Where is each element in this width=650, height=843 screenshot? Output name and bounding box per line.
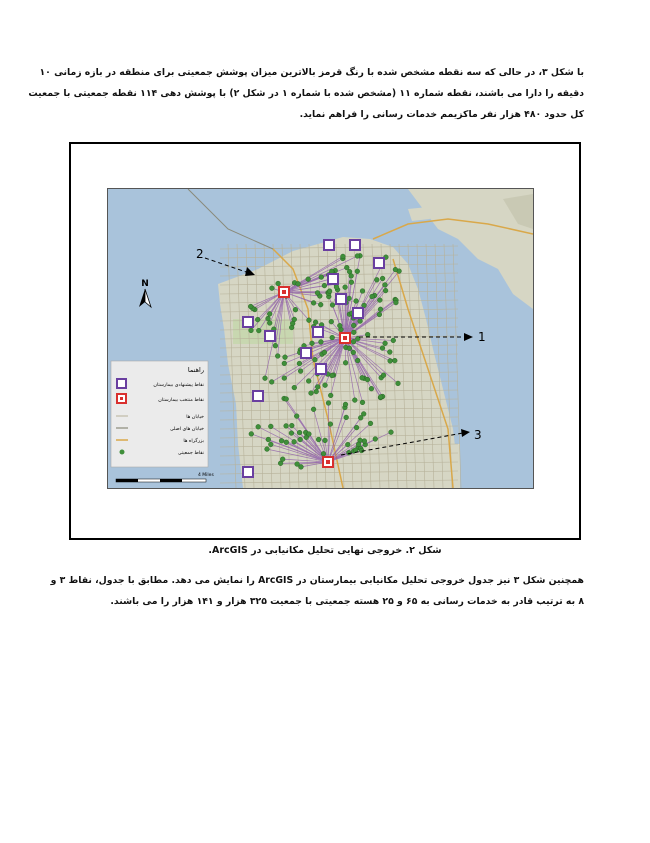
- population-point: [347, 269, 352, 274]
- legend: [111, 361, 208, 467]
- legend-item-selected: نقاط منتخب بیمارستان: [158, 398, 204, 403]
- callout-2: 2: [196, 247, 204, 261]
- population-point: [313, 357, 318, 362]
- population-point: [298, 369, 303, 374]
- population-point: [388, 359, 393, 364]
- population-point: [266, 316, 271, 321]
- population-point: [282, 361, 287, 366]
- population-point: [294, 414, 299, 419]
- population-point: [347, 296, 352, 301]
- population-point: [351, 330, 356, 335]
- population-point: [266, 437, 271, 442]
- callout-3: 3: [474, 428, 482, 442]
- population-point: [326, 401, 331, 406]
- population-point: [377, 312, 382, 317]
- population-point: [263, 376, 268, 381]
- candidate-hospital-marker: [301, 348, 311, 358]
- population-point: [365, 377, 370, 382]
- population-point: [256, 424, 261, 429]
- population-point: [297, 430, 302, 435]
- population-point: [268, 424, 273, 429]
- population-point: [351, 339, 356, 344]
- callout-1: 1: [478, 330, 486, 344]
- population-point: [354, 299, 359, 304]
- population-point: [343, 402, 348, 407]
- population-point: [330, 335, 335, 340]
- population-point: [311, 301, 316, 306]
- candidate-hospital-marker: [316, 364, 326, 374]
- candidate-hospital-marker: [336, 294, 346, 304]
- population-point: [337, 323, 342, 328]
- population-point: [311, 407, 316, 412]
- population-point: [255, 317, 260, 322]
- population-point: [380, 346, 385, 351]
- population-point: [353, 448, 358, 453]
- population-point: [316, 437, 321, 442]
- population-point: [269, 380, 274, 385]
- population-point: [362, 439, 367, 444]
- population-point: [328, 422, 333, 427]
- candidate-hospital-marker: [243, 467, 253, 477]
- population-point: [284, 397, 289, 402]
- population-point: [394, 300, 399, 305]
- population-point: [296, 281, 301, 286]
- scale-label: 4 Miles: [198, 473, 214, 478]
- population-point: [268, 442, 273, 447]
- population-point: [309, 391, 314, 396]
- population-point: [265, 447, 270, 452]
- population-point: [389, 430, 394, 435]
- population-point: [359, 448, 364, 453]
- candidate-hospital-marker: [328, 274, 338, 284]
- candidate-hospital-marker: [243, 317, 253, 327]
- intro-line-1: با شکل ۳، در حالی که سه نقطه مشخص شده با رنگ قرمز بالاترین میزان پوشش جمعیتی برای منطقه در بازه زمانی ۱۰: [39, 67, 584, 78]
- population-point: [319, 340, 324, 345]
- population-point: [293, 307, 298, 312]
- legend-candidate-symbol: [117, 379, 126, 388]
- population-point: [284, 440, 289, 445]
- closing-line-1: همچنین شکل ۳ نیز جدول خروجی تحلیل مکانیابی بیمارستان در ArcGIS را نمایش می دهد. مطابق با جدول، نقاط ۳ و: [50, 575, 584, 586]
- population-point: [283, 355, 288, 360]
- population-point: [383, 283, 388, 288]
- population-point: [249, 432, 254, 437]
- population-point: [355, 254, 360, 259]
- population-point: [295, 462, 300, 467]
- population-point: [334, 285, 339, 290]
- population-point: [360, 375, 365, 380]
- population-point: [343, 360, 348, 365]
- population-point: [355, 336, 360, 341]
- population-point: [387, 350, 392, 355]
- legend-item-streets: خیابان ها: [186, 415, 204, 420]
- population-point: [358, 415, 363, 420]
- population-point: [298, 437, 303, 442]
- population-point: [256, 328, 261, 333]
- population-point: [343, 285, 348, 290]
- population-point: [307, 318, 312, 323]
- legend-item-highways: بزرگراه ها: [183, 439, 204, 444]
- population-point: [377, 298, 382, 303]
- population-point: [318, 302, 323, 307]
- population-point: [349, 280, 354, 285]
- intro-line-3: کل حدود ۴۸۰ هزار نفر ماکزیمم خدمات رسانی را فراهم نماید.: [299, 109, 584, 120]
- population-point: [292, 385, 297, 390]
- population-point: [354, 425, 359, 430]
- population-point: [319, 275, 324, 280]
- population-point: [360, 289, 365, 294]
- intro-paragraph: [28, 62, 584, 125]
- population-point: [275, 354, 280, 359]
- population-point: [392, 358, 397, 363]
- population-point: [315, 385, 320, 390]
- population-point: [282, 376, 287, 381]
- population-point: [381, 373, 386, 378]
- population-point: [314, 389, 319, 394]
- population-point: [378, 395, 383, 400]
- north-label: N: [141, 279, 149, 289]
- population-point: [323, 383, 328, 388]
- legend-item-population: نقاط جمعیتی: [177, 451, 204, 456]
- population-point: [365, 332, 370, 337]
- candidate-hospital-marker: [253, 391, 263, 401]
- population-point: [355, 358, 360, 363]
- population-point: [373, 437, 378, 442]
- candidate-hospital-marker: [265, 331, 275, 341]
- population-point: [347, 346, 352, 351]
- population-point: [322, 350, 327, 355]
- population-point: [383, 341, 388, 346]
- population-point: [396, 381, 401, 386]
- population-point: [292, 439, 297, 444]
- population-point: [267, 321, 272, 326]
- population-point: [370, 294, 375, 299]
- population-point: [306, 277, 311, 282]
- population-point: [347, 450, 352, 455]
- candidate-hospital-marker: [353, 308, 363, 318]
- population-point: [273, 343, 278, 348]
- population-point: [330, 373, 335, 378]
- population-point: [330, 303, 335, 308]
- population-point: [345, 442, 350, 447]
- population-point: [323, 438, 328, 443]
- population-point: [358, 319, 363, 324]
- population-point: [352, 398, 357, 403]
- gis-map: [107, 188, 534, 489]
- population-point: [280, 457, 285, 462]
- candidate-hospital-marker: [313, 327, 323, 337]
- population-point: [341, 254, 346, 259]
- legend-item-main-streets: خیابان های اصلی: [170, 427, 204, 432]
- population-point: [249, 328, 254, 333]
- population-point: [279, 438, 284, 443]
- population-point: [329, 319, 334, 324]
- population-point: [368, 421, 373, 426]
- population-point: [378, 307, 383, 312]
- candidate-hospital-marker: [374, 258, 384, 268]
- population-point: [289, 431, 294, 436]
- population-point: [369, 386, 374, 391]
- population-point: [322, 283, 327, 288]
- population-point: [284, 424, 289, 429]
- intro-line-2: دقیقه را دارا می باشند، نقطه شماره ۱۱ (مشخص شده با شماره ۱ در شکل ۲) با پوشش دهی ۱۱۴ نقطه جمعیتی با جمعیت: [28, 88, 584, 99]
- population-point: [315, 291, 320, 296]
- population-point: [355, 269, 360, 274]
- population-point: [310, 341, 315, 346]
- population-point: [306, 379, 311, 384]
- population-point: [351, 350, 356, 355]
- population-point: [360, 400, 365, 405]
- population-point: [344, 265, 349, 270]
- population-point: [267, 312, 272, 317]
- legend-item-candidate: نقاط پیشنهادی بیمارستان: [153, 383, 204, 388]
- legend-title: راهنما: [187, 366, 204, 374]
- population-point: [391, 338, 396, 343]
- population-point: [321, 451, 326, 456]
- closing-line-2: ۸ به ترتیب قادر به خدمات رسانی به ۶۵ و ۲۵ هسته جمعیتی با جمعیت ۳۲۵ هزار و ۱۴۱ هزار را می باشند.: [110, 596, 584, 607]
- closing-paragraph: [50, 570, 584, 612]
- population-point: [327, 289, 332, 294]
- population-point: [270, 286, 275, 291]
- population-point: [374, 277, 379, 282]
- map-svg: [108, 189, 533, 488]
- population-point: [380, 276, 385, 281]
- population-point: [290, 321, 295, 326]
- population-point: [393, 267, 398, 272]
- population-point: [328, 393, 333, 398]
- population-point: [276, 281, 281, 286]
- population-point: [248, 304, 253, 309]
- population-point: [344, 415, 349, 420]
- figure-caption: شکل ۲. خروجی نهایی تحلیل مکانیابی در ArcGIS.: [208, 545, 442, 556]
- population-point: [289, 423, 294, 428]
- population-point: [307, 432, 312, 437]
- candidate-hospital-marker: [324, 240, 334, 250]
- population-point: [313, 320, 318, 325]
- population-point: [351, 323, 356, 328]
- candidate-hospital-marker: [350, 240, 360, 250]
- population-point: [297, 361, 302, 366]
- population-point: [383, 288, 388, 293]
